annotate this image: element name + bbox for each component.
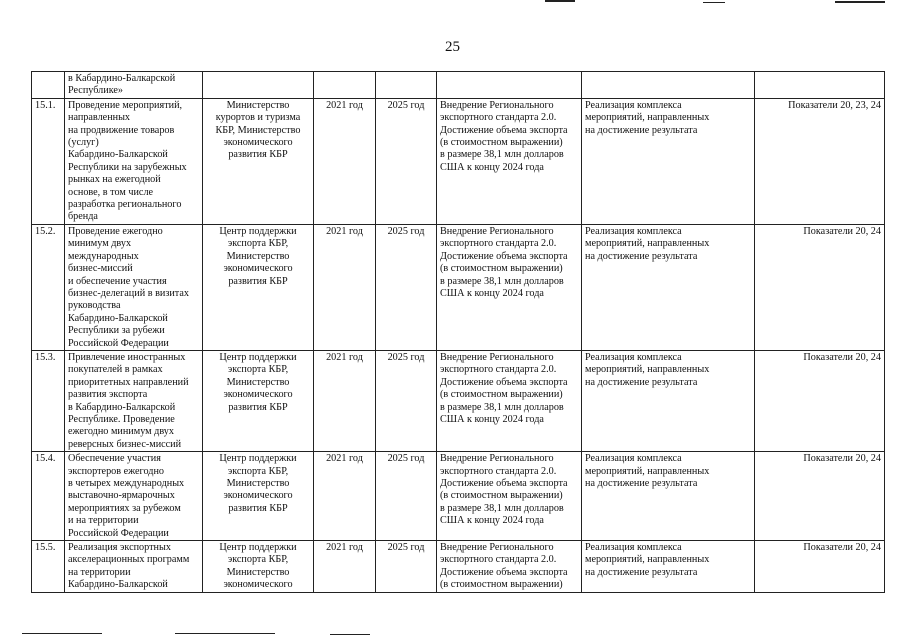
scan-mark-bottom-3	[330, 634, 370, 635]
result-cell: Внедрение Регионального экспортного стандарта 2.0. Достижение объема экспорта (в стоимостном выражении) в размере 38,1 млн долларов США к концу 2024 года	[437, 350, 582, 451]
result-cell: Внедрение Регионального экспортного стандарта 2.0. Достижение объема экспорта (в стоимостном выражении) в размере 38,1 млн долларов США к концу 2024 года	[437, 224, 582, 350]
start-year-cell: 2021 год	[314, 452, 376, 541]
row-number-cell: 15.4.	[32, 452, 65, 541]
goal-cell: Реализация комплекса мероприятий, направленных на достижение результата	[582, 541, 755, 593]
start-year-cell: 2021 год	[314, 224, 376, 350]
end-year-cell	[376, 72, 437, 99]
table-row	[32, 72, 885, 99]
event-cell: Обеспечение участия экспортеров ежегодно в четырех международных выставочно-ярмарочных мероприятиях за рубежом и на территории Российской Федерации	[65, 452, 203, 541]
table-row	[32, 224, 885, 350]
event-cell: Проведение мероприятий, направленных на продвижение товаров (услуг) Кабардино-Балкарской Республики на зарубежных рынках на ежегодной основе, в том числе разработка регионального бренда	[65, 98, 203, 224]
row-number-cell: 15.5.	[32, 541, 65, 593]
row-number-cell: 15.1.	[32, 98, 65, 224]
indicators-cell: Показатели 20, 24	[755, 541, 885, 593]
responsible-cell: Министерство курортов и туризма КБР, Министерство экономического развития КБР	[203, 98, 314, 224]
goal-cell: Реализация комплекса мероприятий, направленных на достижение результата	[582, 350, 755, 451]
row-number-cell: 15.3.	[32, 350, 65, 451]
end-year-cell: 2025 год	[376, 452, 437, 541]
scan-mark-top-1	[545, 0, 575, 2]
indicators-cell: Показатели 20, 24	[755, 452, 885, 541]
end-year-cell: 2025 год	[376, 350, 437, 451]
scan-mark-bottom-1	[22, 633, 102, 634]
event-cell: в Кабардино-Балкарской Республике»	[65, 72, 203, 99]
goal-cell	[582, 72, 755, 99]
start-year-cell: 2021 год	[314, 541, 376, 593]
responsible-cell	[203, 72, 314, 99]
table-row	[32, 541, 885, 593]
page-number: 25	[445, 39, 460, 55]
result-cell: Внедрение Регионального экспортного стандарта 2.0. Достижение объема экспорта (в стоимостном выражении) в размере 38,1 млн долларов США к концу 2024 года	[437, 452, 582, 541]
start-year-cell: 2021 год	[314, 98, 376, 224]
result-cell: Внедрение Регионального экспортного стандарта 2.0. Достижение объема экспорта (в стоимостном выражении) в размере 38,1 млн долларов США к концу 2024 года	[437, 98, 582, 224]
goal-cell: Реализация комплекса мероприятий, направленных на достижение результата	[582, 98, 755, 224]
start-year-cell	[314, 72, 376, 99]
end-year-cell: 2025 год	[376, 224, 437, 350]
table-row	[32, 452, 885, 541]
responsible-cell: Центр поддержки экспорта КБР, Министерство экономического	[203, 541, 314, 593]
scan-mark-top-2	[703, 2, 725, 3]
responsible-cell: Центр поддержки экспорта КБР, Министерство экономического развития КБР	[203, 224, 314, 350]
program-table	[31, 71, 885, 593]
event-cell: Проведение ежегодно минимум двух международных бизнес-миссий и обеспечение участия бизнес-делегаций в визитах руководства Кабардино-Балкарской Республики за рубежи Российской Федерации	[65, 224, 203, 350]
end-year-cell: 2025 год	[376, 541, 437, 593]
start-year-cell: 2021 год	[314, 350, 376, 451]
goal-cell: Реализация комплекса мероприятий, направленных на достижение результата	[582, 452, 755, 541]
goal-cell: Реализация комплекса мероприятий, направленных на достижение результата	[582, 224, 755, 350]
indicators-cell: Показатели 20, 23, 24	[755, 98, 885, 224]
result-cell	[437, 72, 582, 99]
event-cell: Привлечение иностранных покупателей в рамках приоритетных направлений развития экспорта в Кабардино-Балкарской Республике. Проведение ежегодно минимум двух реверсных бизнес-миссий	[65, 350, 203, 451]
table-row	[32, 98, 885, 224]
indicators-cell: Показатели 20, 24	[755, 224, 885, 350]
responsible-cell: Центр поддержки экспорта КБР, Министерство экономического развития КБР	[203, 350, 314, 451]
indicators-cell: Показатели 20, 24	[755, 350, 885, 451]
row-number-cell: 15.2.	[32, 224, 65, 350]
event-cell: Реализация экспортных акселерационных программ на территории Кабардино-Балкарской	[65, 541, 203, 593]
result-cell: Внедрение Регионального экспортного стандарта 2.0. Достижение объема экспорта (в стоимостном выражении)	[437, 541, 582, 593]
scan-mark-bottom-2	[175, 633, 275, 634]
row-number-cell	[32, 72, 65, 99]
scan-mark-top-3	[835, 1, 885, 3]
indicators-cell	[755, 72, 885, 99]
responsible-cell: Центр поддержки экспорта КБР, Министерство экономического развития КБР	[203, 452, 314, 541]
end-year-cell: 2025 год	[376, 98, 437, 224]
table-row	[32, 350, 885, 451]
